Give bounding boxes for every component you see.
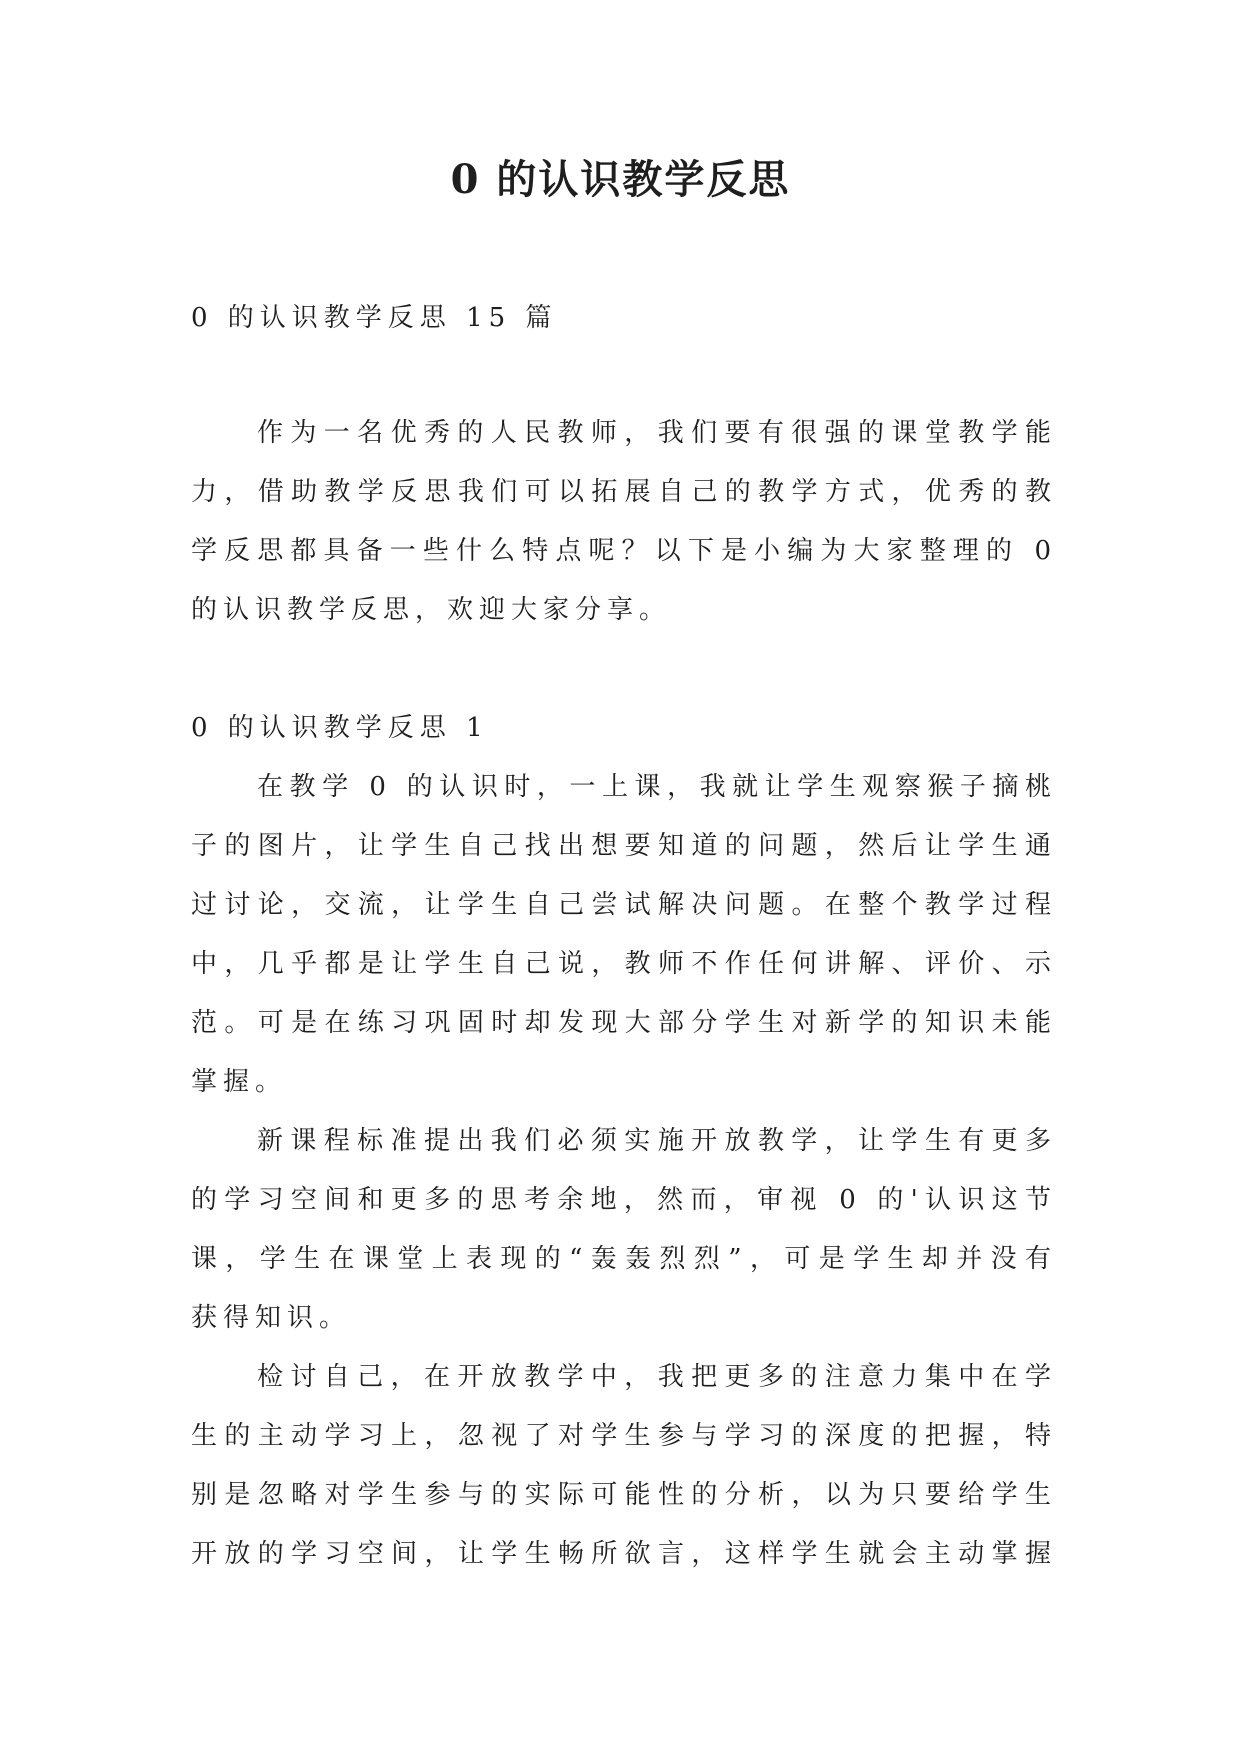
- body-paragraph: [191, 1348, 1057, 1584]
- document-body: [191, 289, 1057, 1584]
- text-line: 检讨自己，在开放教学中，我把更多的注意力集中在学: [257, 1362, 1057, 1392]
- text-line: 生的主动学习上，忽视了对学生参与学习的深度的把握，特: [191, 1421, 1057, 1451]
- body-paragraph: [191, 758, 1057, 1112]
- text-line: 作为一名优秀的人民教师，我们要有很强的课堂教学能: [257, 418, 1057, 448]
- text-line: 学反思都具备一些什么特点呢？以下是小编为大家整理的 0: [191, 536, 1057, 566]
- text-line: 别是忽略对学生参与的实际可能性的分析，以为只要给学生: [191, 1480, 1057, 1510]
- text-line: 范。可是在练习巩固时却发现大部分学生对新学的知识未能: [191, 1008, 1057, 1038]
- intro-paragraph: [191, 404, 1057, 640]
- text-line: 的认识教学反思，欢迎大家分享。: [191, 595, 672, 625]
- document-title: 0 的认识教学反思: [450, 156, 791, 203]
- text-line: 的学习空间和更多的思考余地，然而，审视 0 的'认识这节: [191, 1185, 1057, 1215]
- text-line: 课，学生在课堂上表现的“轰轰烈烈”，可是学生却并没有: [191, 1244, 1057, 1274]
- text-line: 在教学 0 的认识时，一上课，我就让学生观察猴子摘桃: [257, 772, 1057, 802]
- text-line: 过讨论，交流，让学生自己尝试解决问题。在整个教学过程: [191, 890, 1057, 920]
- text-line: 中，几乎都是让学生自己说，教师不作任何讲解、评价、示: [191, 949, 1057, 979]
- text-line: 掌握。: [191, 1067, 288, 1097]
- section-heading: 0 的认识教学反思 1: [191, 713, 489, 743]
- text-line: 获得知识。: [191, 1303, 352, 1333]
- body-paragraph: [191, 1112, 1057, 1348]
- text-line: 力，借助教学反思我们可以拓展自己的教学方式，优秀的教: [191, 477, 1057, 507]
- document-subtitle: 0 的认识教学反思 15 篇: [191, 303, 558, 333]
- text-line: 新课程标准提出我们必须实施开放教学，让学生有更多: [257, 1126, 1057, 1156]
- text-line: 子的图片，让学生自己找出想要知道的问题，然后让学生通: [191, 831, 1057, 861]
- text-line: 开放的学习空间，让学生畅所欲言，这样学生就会主动掌握: [191, 1539, 1057, 1569]
